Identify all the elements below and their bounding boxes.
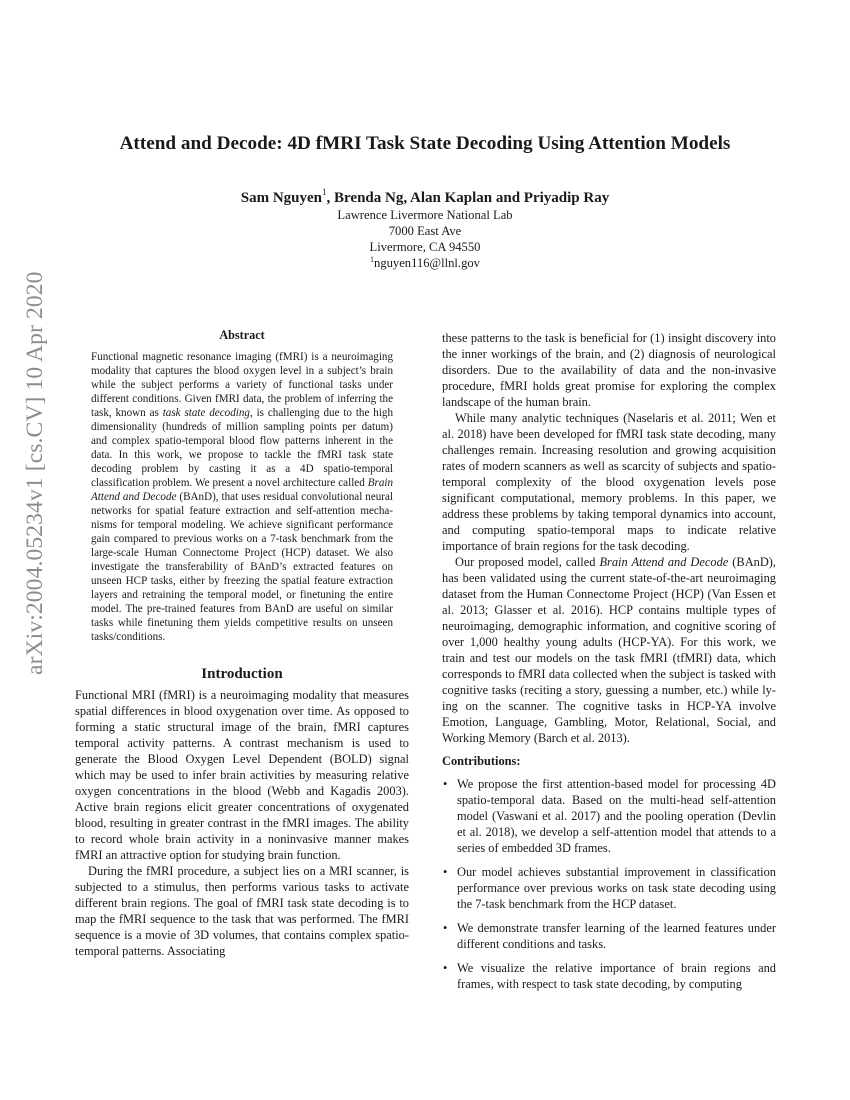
intro-paragraph-1: Functional MRI (fMRI) is a neuroimaging modality that measures spatial differences in blood oxygenation over time. As opposed to forming a static structural image of the brain, fMRI captures temporal activity patterns. A contrast mechanism is used to generate the Blood Oxygen Level Dependent (BOLD) signal which may be used to infer brain activities by measuring relative oxygen concentrations in the blood (Webb and Kagadis 2003). Active brain regions elicit greater concentrations of oxygenated blood, resulting in greater contrast in the fMRI images. The ability to record whole brain activity in a noninvasive manner makes fMRI an attractive option for studying brain function. bbox=[75, 688, 409, 862]
contributions-heading: Contributions: bbox=[442, 754, 521, 768]
intro-paragraph-2-continued: these patterns to the task is beneficial for (1) insight discovery into the inner workings of the brain, and (2) diagnosis of neurological disorders. Due to the availability of data and the non-invasive procedure, fMRI holds great promise for exploring the complex landscape of the human brain. bbox=[442, 331, 776, 409]
affiliation-city: Livermore, CA 94550 bbox=[369, 240, 481, 254]
affiliation-street: 7000 East Ave bbox=[388, 224, 462, 238]
abstract-heading: Abstract bbox=[219, 328, 265, 342]
intro-paragraph-4-part: Our proposed model, called bbox=[455, 555, 600, 569]
intro-paragraph-4-part: (BAnD), has been validated using the current state-of-the-art neuroimaging dataset from the Human Connectome Project (HCP) (Van Essen et al. 2013; Glasser et al. 2016). HCP contains multiple types of neuroimaging, demographic information, and cognitive scoring of over 1,000 healthy young adults (HCP-YA). For this work, we train and test our models on the task fMRI (tfMRI) data, which corresponds to fMRI data collected when the subject is tasked with cognitive tasks (reciting a story, guessing a number, etc.) while lying on the scanner. The cognitive tasks in HCP-YA involve Emotion, Language, Gambling, Motor, Relational, Social, and Working Memory (Barch et al. 2013). bbox=[442, 555, 777, 745]
author-rest: , Brenda Ng, Alan Kaplan and Priyadip Ray bbox=[326, 190, 610, 206]
author-affiliation-marker: 1 bbox=[322, 187, 327, 197]
contribution-item bbox=[442, 864, 776, 912]
intro-paragraph-2: During the fMRI procedure, a subject lies on a MRI scanner, is subjected to a stimulus, then performs various tasks to activate different brain regions. The goal of fMRI task state decoding is to map the fMRI sequence to the task that was performed. The fMRI sequence is a movie of 3D volumes, that contains complex spatio-temporal patterns. Associating bbox=[75, 864, 409, 958]
bullet-icon: • bbox=[443, 865, 448, 879]
right-column bbox=[442, 330, 776, 1000]
arxiv-identifier-margin bbox=[22, 271, 58, 675]
affiliation-block bbox=[75, 207, 775, 271]
author-email: nguyen116@llnl.gov bbox=[374, 256, 480, 270]
abstract-section bbox=[91, 327, 393, 644]
abstract-text-part: , is challenging due to the high dimensionality (hundreds of million sampling points per datum) and complex spatio-temporal blood flow patterns inherent in the data. In this work, we propose to tackle the fMRI task state decoding problem by casting it as a 4D spatio-temporal classification problem. We present a novel architecture called bbox=[91, 407, 393, 489]
email-marker: 1 bbox=[370, 255, 375, 264]
abstract-term-band: Brain Attend and Decode bbox=[91, 477, 393, 503]
affiliation-institution: Lawrence Livermore National Lab bbox=[337, 208, 513, 222]
contribution-item bbox=[442, 960, 776, 992]
arxiv-identifier: arXiv:2004.05234v1 [cs.CV] 10 Apr 2020 bbox=[22, 271, 48, 675]
abstract-text-part: (BAnD), that uses residual convolutional neural networks for spatial feature extraction and self-attention mechanisms for temporal modeling. We achieve significant performance gain compared to previous works on a 7-task benchmark from the large-scale Human Connectome Project (HCP) dataset. We also investigate the transferability of BAnD’s extracted features on unseen HCP tasks, either by freezing the spatial feature extraction layers and retraining the temporal model, or finetuning the entire model. The pre-trained features from BAnD are useful on similar tasks while finetuning them yields competitive results on unseen tasks/conditions. bbox=[91, 491, 393, 643]
author-first: Sam Nguyen bbox=[240, 190, 323, 206]
abstract-text-part: Functional magnetic resonance imaging (fMRI) is a neuroimaging modality that captures the blood oxygen level in a subject’s brain while the subject performs a variety of functional tasks under different conditions. Given fMRI data, the problem of inferring the task, known as bbox=[91, 351, 393, 419]
affiliation-email-line bbox=[75, 255, 775, 271]
introduction-heading: Introduction bbox=[201, 666, 283, 682]
intro-paragraph-3: While many analytic techniques (Naselaris et al. 2011; Wen et al. 2018) have been developed for fMRI task state decoding, many challenges remain. Increasing resolution and growing acquisition rates of modern scanners as well as scarcity of subjects and spatio-temporal complexity of the blood oxygenation levels pose significant computational, memory problems. In this paper, we address these problems by taking temporal dynamics into account, and computing spatio-temporal maps to indicate relative importance of brain regions for the task decoding. bbox=[442, 411, 776, 553]
intro-paragraph-4 bbox=[442, 554, 776, 746]
contribution-text: We visualize the relative importance of brain regions and frames, with respect to task state decoding, by computing bbox=[457, 961, 776, 991]
contribution-item bbox=[442, 776, 776, 856]
contribution-text: We propose the first attention-based model for processing 4D spatio-temporal data. Based on the multi-head self-attention model (Vaswani et al. 2017) and the pooling operation (Devlin et al. 2018), we develop a self-attention model that attends to a series of embedded 3D frames. bbox=[457, 777, 776, 855]
paper-title: Attend and Decode: 4D fMRI Task State Decoding Using Attention Models bbox=[119, 133, 731, 154]
bullet-icon: • bbox=[443, 921, 448, 935]
left-column bbox=[75, 327, 409, 959]
bullet-icon: • bbox=[443, 777, 448, 791]
abstract-term-task-state-decoding: task state decoding bbox=[162, 407, 250, 419]
bullet-icon: • bbox=[443, 961, 448, 975]
contribution-item bbox=[442, 920, 776, 952]
abstract-text bbox=[91, 350, 393, 644]
contribution-text: Our model achieves substantial improvement in classification performance over previous works on task state decoding using the 7-task benchmark from the HCP dataset. bbox=[457, 865, 776, 911]
author-list bbox=[75, 188, 775, 208]
intro-term-band: Brain Attend and Decode bbox=[599, 555, 729, 569]
contributions-list bbox=[442, 776, 776, 992]
contribution-text: We demonstrate transfer learning of the learned features under different conditions and tasks. bbox=[457, 921, 776, 951]
